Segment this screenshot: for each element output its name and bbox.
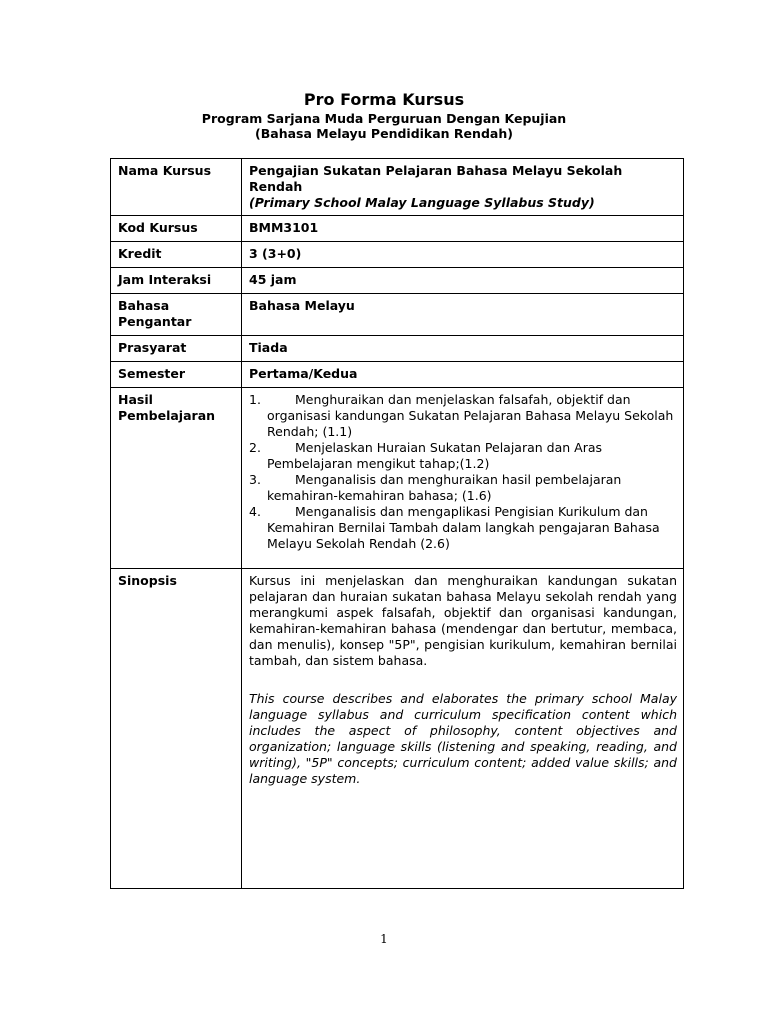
- label-bahasa-pengantar: Bahasa Pengantar: [111, 294, 242, 336]
- label-kredit: Kredit: [111, 242, 242, 268]
- value-bahasa-pengantar: Bahasa Melayu: [242, 294, 684, 336]
- course-name-ms: Pengajian Sukatan Pelajaran Bahasa Melayu Sekolah Rendah: [249, 163, 623, 194]
- label-jam-interaksi: Jam Interaksi: [111, 268, 242, 294]
- learning-outcomes-list: [249, 392, 677, 552]
- course-name-en: (Primary School Malay Language Syllabus Study): [249, 195, 595, 210]
- list-item: 4. Menganalisis dan mengaplikasi Pengisian Kurikulum dan Kemahiran Bernilai Tambah dalam langkah pengajaran Bahasa Melayu Sekolah Rendah (2.6): [249, 504, 660, 551]
- label-nama-kursus: Nama Kursus: [111, 159, 242, 216]
- list-item: 2. Menjelaskan Huraian Sukatan Pelajaran dan Aras Pembelajaran mengikut tahap;(1.2): [249, 440, 603, 471]
- row-hasil-pembelajaran: [111, 388, 684, 569]
- value-hasil-pembelajaran: [242, 388, 684, 569]
- label-semester: Semester: [111, 362, 242, 388]
- page-number: 1: [380, 932, 388, 946]
- synopsis-malay: Kursus ini menjelaskan dan menghuraikan kandungan sukatan pelajaran dan huraian sukatan bahasa Melayu sekolah rendah yang merangkumi aspek falsafah, objektif dan organisasi kandungan, kemahiran-kemahiran bahasa (mendengar dan bertutur, membaca, dan menulis), konsep "5P", pengisian kurikulum, kemahiran bernilai tambah, dan sistem bahasa.: [249, 573, 677, 668]
- value-prasyarat: Tiada: [242, 336, 684, 362]
- synopsis-english: This course describes and elaborates the primary school Malay language syllabus and curriculum specification content which includes the aspect of philosophy, content objectives and organization; language skills (listening and speaking, reading, and writing), "5P" concepts; curriculum content; added value skills; and language system.: [249, 691, 677, 786]
- row-bahasa-pengantar: [111, 294, 684, 336]
- label-hasil-pembelajaran: Hasil Pembelajaran: [111, 388, 242, 569]
- program-specialization: (Bahasa Melayu Pendidikan Rendah): [255, 126, 513, 141]
- label-kod-kursus: Kod Kursus: [111, 216, 242, 242]
- row-nama-kursus: [111, 159, 684, 216]
- value-sinopsis: [242, 569, 684, 889]
- value-kod-kursus: BMM3101: [242, 216, 684, 242]
- row-sinopsis: [111, 569, 684, 889]
- value-semester: Pertama/Kedua: [242, 362, 684, 388]
- row-kredit: [111, 242, 684, 268]
- row-jam-interaksi: [111, 268, 684, 294]
- course-proforma-table: [110, 158, 684, 889]
- page-title: Pro Forma Kursus: [303, 90, 465, 109]
- list-item: 1. Menghuraikan dan menjelaskan falsafah, objektif dan organisasi kandungan Sukatan Pelajaran Bahasa Melayu Sekolah Rendah; (1.1): [249, 392, 674, 439]
- row-kod-kursus: [111, 216, 684, 242]
- label-sinopsis: Sinopsis: [111, 569, 242, 889]
- value-jam-interaksi: 45 jam: [242, 268, 684, 294]
- value-kredit: 3 (3+0): [242, 242, 684, 268]
- list-item: 3. Menganalisis dan menghuraikan hasil pembelajaran kemahiran-kemahiran bahasa; (1.6): [249, 472, 622, 503]
- program-name: Program Sarjana Muda Perguruan Dengan Kepujian: [201, 111, 567, 126]
- label-prasyarat: Prasyarat: [111, 336, 242, 362]
- row-semester: [111, 362, 684, 388]
- row-prasyarat: [111, 336, 684, 362]
- value-nama-kursus: [242, 159, 684, 216]
